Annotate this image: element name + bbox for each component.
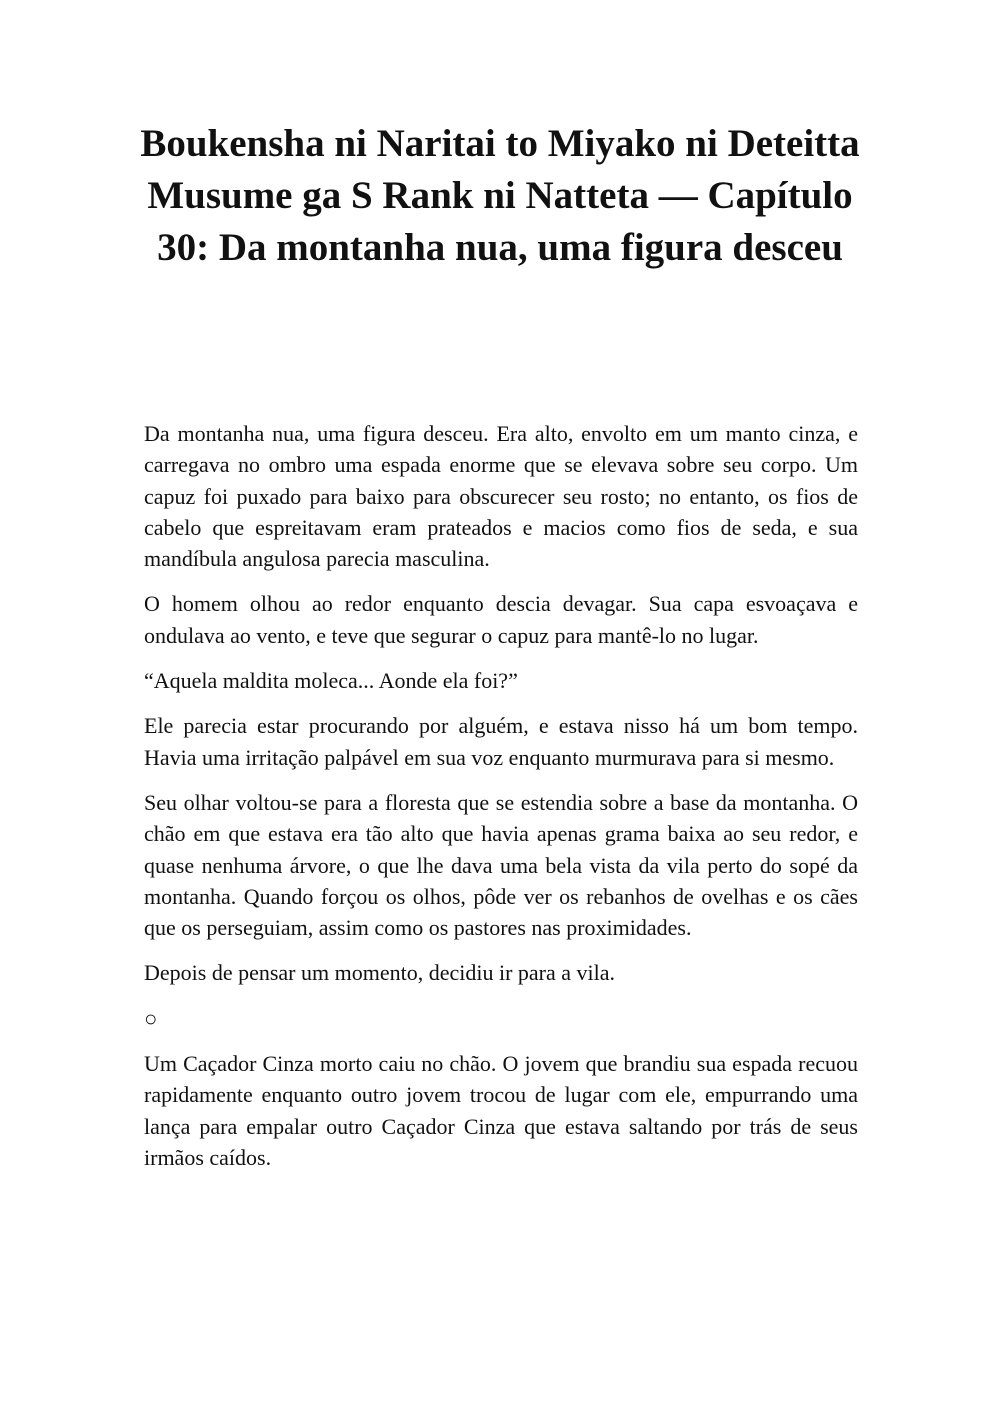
chapter-title: Boukensha ni Naritai to Miyako ni Deteitta Musume ga S Rank ni Natteta — Capítulo 30: Da montanha nua, uma figura desceu: [140, 122, 860, 269]
paragraph: Seu olhar voltou-se para a floresta que se estendia sobre a base da montanha. O chão em que estava era tão alto que havia apenas grama baixa ao seu redor, e quase nenhuma árvore, o que lhe dava uma bela vista da vila perto do sopé da montanha. Quando forçou os olhos, pôde ver os rebanhos de ovelhas e os cães que os perseguiam, assim como os pastores nas proximidades.: [144, 789, 858, 941]
scene-break: ○: [144, 1005, 158, 1031]
paragraph: O homem olhou ao redor enquanto descia devagar. Sua capa esvoaçava e ondulava ao vento, e teve que segurar o capuz para mantê-lo no lugar.: [144, 591, 858, 648]
paragraph: Ele parecia estar procurando por alguém, e estava nisso há um bom tempo. Havia uma irritação palpável em sua voz enquanto murmurava para si mesmo.: [144, 713, 858, 770]
paragraph: Da montanha nua, uma figura desceu. Era alto, envolto em um manto cinza, e carregava no ombro uma espada enorme que se elevava sobre seu corpo. Um capuz foi puxado para baixo para obscurecer seu rosto; no entanto, os fios de cabelo que espreitavam eram prateados e macios como fios de seda, e sua mandíbula angulosa parecia masculina.: [144, 421, 858, 572]
chapter-body: [144, 418, 858, 1187]
paragraph: Um Caçador Cinza morto caiu no chão. O jovem que brandiu sua espada recuou rapidamente enquanto outro jovem trocou de lugar com ele, empurrando uma lança para empalar outro Caçador Cinza que estava saltando por trás de seus irmãos caídos.: [144, 1051, 858, 1170]
dialogue-line: “Aquela maldita moleca... Aonde ela foi?”: [144, 668, 518, 694]
paragraph: Depois de pensar um momento, decidiu ir para a vila.: [144, 960, 616, 986]
